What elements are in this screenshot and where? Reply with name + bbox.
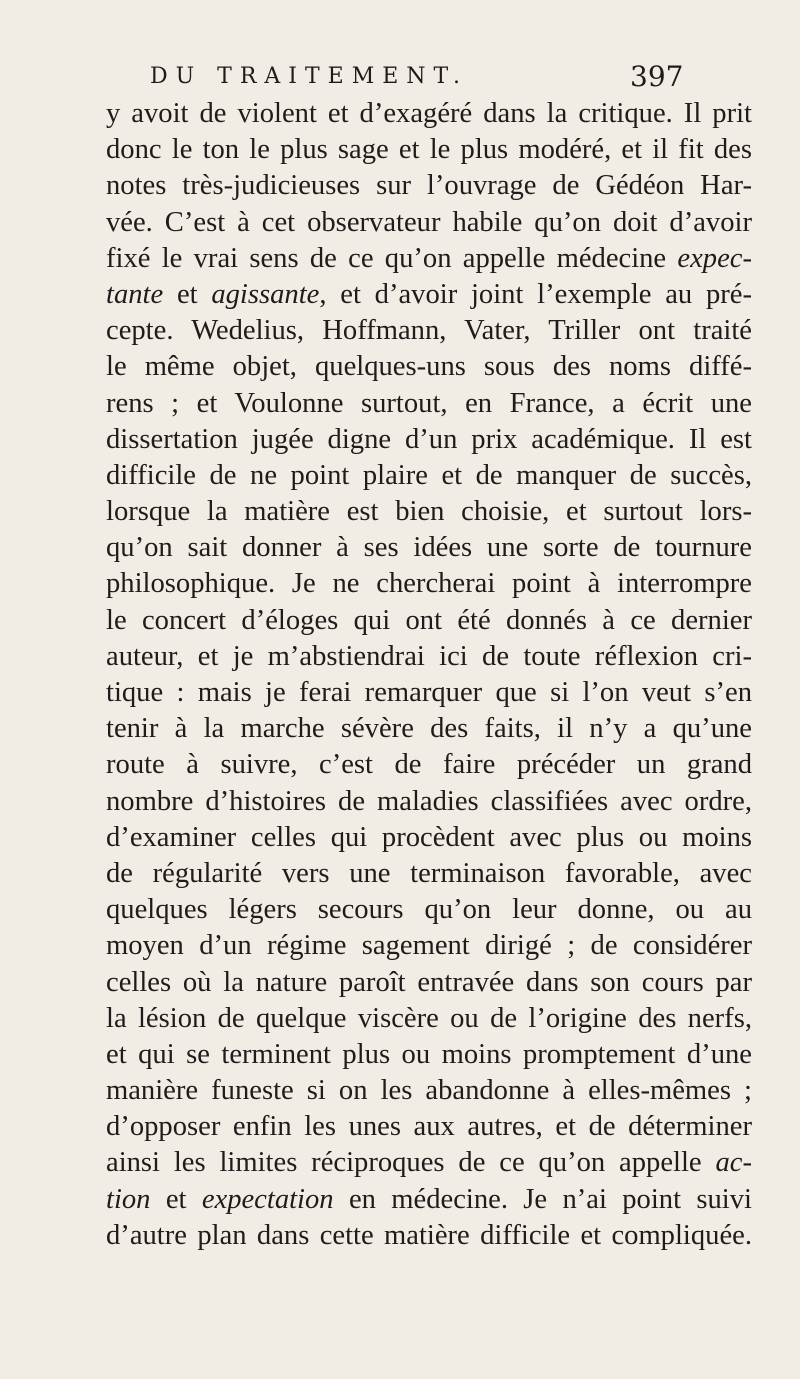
text-line-1: y avoit de violent et d’exagéré dans la critique. Il prit xyxy=(106,98,752,129)
text-line-15: le concert d’éloges qui ont été donnés à ce dernier xyxy=(106,604,752,636)
italic-term: ac- xyxy=(715,1147,752,1179)
text-line-18: tenir à la marche sévère des faits, il n’y a qu’une xyxy=(106,713,752,745)
text-line-26: la lésion de quelque viscère ou de l’origine des nerfs, xyxy=(106,1002,752,1034)
text-line-10: dissertation jugée digne d’un prix académique. Il est xyxy=(106,423,752,455)
text-line-13: qu’on sait donner à ses idées une sorte de tournure xyxy=(106,532,752,564)
text-line-20: nombre d’histoires de maladies classifiées avec ordre, xyxy=(106,785,752,817)
text-line-32: d’autre plan dans cette matière difficile et compliquée. xyxy=(106,1219,752,1251)
text-line-16: auteur, et je m’abstiendrai ici de toute réflexion cri- xyxy=(106,640,752,672)
text-line-12: lorsque la matière est bien choisie, et surtout lors- xyxy=(106,496,752,528)
text-line-7: cepte. Wedelius, Hoffmann, Vater, Triller ont traité xyxy=(106,315,752,347)
text-line-30: ainsi les limites réciproques de ce qu’on appelle ac- xyxy=(106,1147,752,1179)
text-line-6: tante et agissante, et d’avoir joint l’exemple au pré- xyxy=(106,278,752,310)
text-line-17: tique : mais je ferai remarquer que si l’on veut s’en xyxy=(106,677,752,708)
italic-term: expec- xyxy=(677,242,753,274)
text-line-24: moyen d’un régime sagement dirigé ; de considérer xyxy=(106,930,752,962)
text-line-25: celles où la nature paroît entravée dans son cours par xyxy=(106,966,752,998)
text-line-8: le même objet, quelques-uns sous des noms diffé- xyxy=(106,351,752,383)
page-number: 397 xyxy=(630,60,684,93)
text-line-22: de régularité vers une terminaison favorable, avec xyxy=(106,857,752,889)
text-line-28: manière funeste si on les abandonne à elles-mêmes ; xyxy=(106,1075,752,1107)
text-line-9: rens ; et Voulonne surtout, en France, a écrit une xyxy=(106,387,752,419)
italic-term: expectation xyxy=(201,1183,334,1215)
italic-term: tante xyxy=(106,278,164,310)
text-line-14: philosophique. Je ne chercherai point à interrompre xyxy=(106,568,752,600)
body-text xyxy=(106,96,752,1254)
text-line-2: donc le ton le plus sage et le plus modéré, et il fit des xyxy=(106,134,752,166)
text-line-3: notes très-judicieuses sur l’ouvrage de Gédéon Har- xyxy=(106,170,752,202)
italic-term: agissante xyxy=(211,278,320,310)
running-head xyxy=(150,58,750,98)
text-line-5: fixé le vrai sens de ce qu’on appelle médecine expec- xyxy=(106,242,753,274)
text-line-19: route à suivre, c’est de faire précéder un grand xyxy=(106,749,752,781)
text-line-29: d’opposer enfin les unes aux autres, et de déterminer xyxy=(106,1111,752,1143)
text-line-4: vée. C’est à cet observateur habile qu’on doit d’avoir xyxy=(106,206,752,238)
text-line-31: tion et expectation en médecine. Je n’ai point suivi xyxy=(106,1183,752,1215)
italic-term: tion xyxy=(106,1183,151,1215)
text-line-21: d’examiner celles qui procèdent avec plus ou moins xyxy=(106,821,752,853)
text-line-23: quelques légers secours qu’on leur donne, ou au xyxy=(106,894,752,926)
running-title: DU TRAITEMENT. xyxy=(150,64,468,89)
text-line-27: et qui se terminent plus ou moins promptement d’une xyxy=(106,1038,752,1070)
text-line-11: difficile de ne point plaire et de manquer de succès, xyxy=(106,459,752,491)
